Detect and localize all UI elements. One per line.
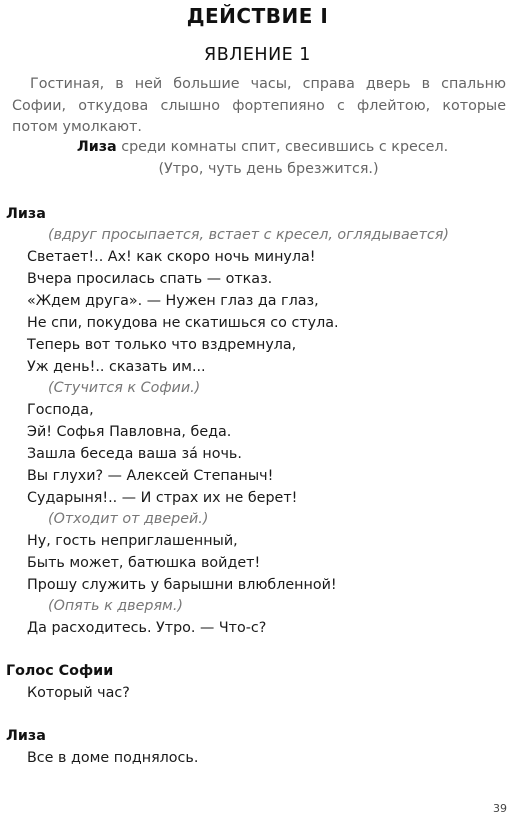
- verse-line: Да расходитесь. Утро. — Что-с?: [27, 620, 267, 636]
- speaker-name: Лиза: [6, 728, 46, 744]
- scene-title: ЯВЛЕНИЕ 1: [204, 45, 311, 65]
- stage-setting-description: Гостиная, в ней большие часы, справа дверь в спальню Софии, откудова слышно фортепияно с флейтою, которые потом умолкают.: [12, 76, 506, 135]
- verse-line: Не спи, покудова не скатишься со стула.: [27, 315, 339, 331]
- stage-setting-character-line: [0, 139, 515, 155]
- verse-line: Вчера просилась спать — отказ.: [27, 271, 273, 287]
- verse-line: «Ждем друга». — Нужен глаз да глаз,: [27, 293, 319, 309]
- speaker-name: Голос Софии: [6, 663, 114, 679]
- verse-line: Все в доме поднялось.: [27, 750, 199, 766]
- act-title: ДЕЙСТВИЕ I: [186, 4, 329, 28]
- verse-line: Эй! Софья Павловна, беда.: [27, 424, 232, 440]
- page-number: 39: [493, 802, 507, 815]
- stage-direction: (Стучится к Софии.): [48, 380, 201, 396]
- setting-character-action: среди комнаты спит, свесившись с кресел.: [116, 139, 449, 155]
- stage-direction: (вдруг просыпается, встает с кресел, оглядывается): [48, 227, 449, 243]
- stage-direction: (Опять к дверям.): [48, 598, 183, 614]
- verse-line: Быть может, батюшка войдет!: [27, 555, 261, 571]
- verse-line: Вы глухи? — Алексей Степаныч!: [27, 468, 274, 484]
- verse-line: Теперь вот только что вздремнула,: [27, 337, 297, 353]
- stage-setting-time-note: (Утро, чуть день брезжится.): [158, 161, 379, 177]
- setting-character-name: Лиза: [76, 139, 117, 155]
- stage-direction: (Отходит от дверей.): [48, 511, 209, 527]
- verse-line: Зашла беседа ваша за́ ночь.: [27, 446, 242, 462]
- verse-line: Сударыня!.. — И страх их не берет!: [27, 490, 298, 506]
- verse-line: Прошу служить у барышни влюбленной!: [27, 577, 337, 593]
- verse-line: Господа,: [27, 402, 94, 418]
- verse-line: Ну, гость неприглашенный,: [27, 533, 238, 549]
- speaker-name: Лиза: [6, 206, 46, 222]
- verse-line: Уж день!.. сказать им...: [27, 359, 206, 375]
- verse-line: Светает!.. Ах! как скоро ночь минула!: [27, 249, 316, 265]
- verse-line: Который час?: [27, 685, 130, 701]
